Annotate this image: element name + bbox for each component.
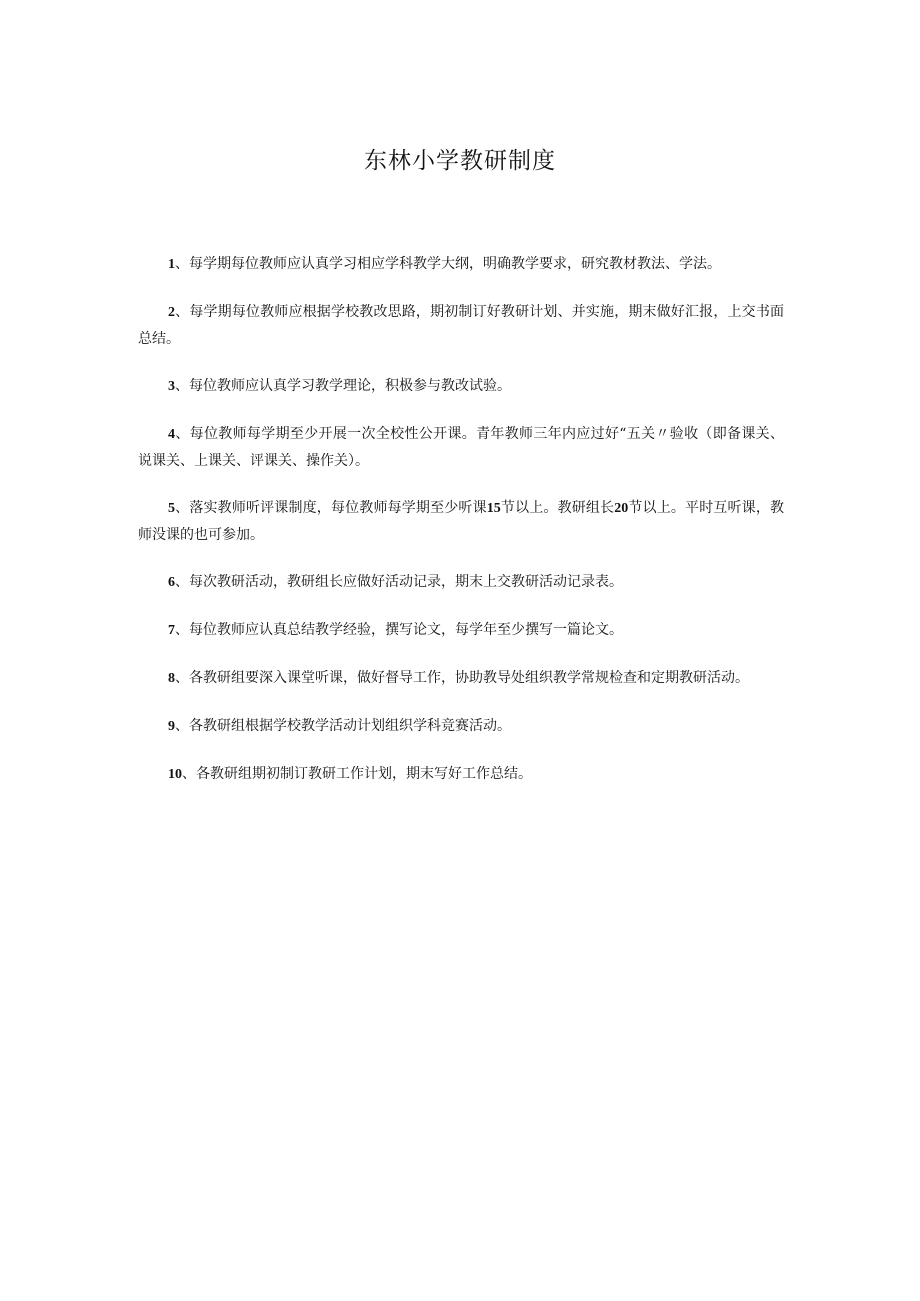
rules-list xyxy=(138,251,784,809)
rule-number: 7 xyxy=(168,623,175,638)
rule-text: 、每学期每位教师应根据学校教改思路，期初制订好教研计划、并实施，期末做好汇报，上交书面总结。 xyxy=(138,304,784,347)
rule-number: 1 xyxy=(168,257,175,272)
listen-count-leader: 20 xyxy=(614,501,629,516)
rule-item-3 xyxy=(138,373,784,400)
rule-item-6 xyxy=(138,569,784,596)
rule-number: 8 xyxy=(168,671,175,686)
rule-text: 、各教研组根据学校教学活动计划组织学科竞赛活动。 xyxy=(175,718,511,734)
rule-text: 、各教研组要深入课堂听课，做好督导工作，协助教导处组织教学常规检查和定期教研活动。 xyxy=(175,670,749,686)
rule-item-10 xyxy=(138,761,784,788)
rule-text: 、每次教研活动，教研组长应做好活动记录，期末上交教研活动记录表。 xyxy=(175,574,623,590)
rule-text: 节以上。平时互听课，教师没课的也可参加。 xyxy=(138,500,785,543)
rule-text: 、各教研组期初制订教研工作计划，期末写好工作总结。 xyxy=(182,766,532,782)
rule-number: 10 xyxy=(168,767,182,782)
rule-text: 节以上。教研组长 xyxy=(500,500,615,516)
rule-number: 5 xyxy=(168,501,175,516)
document-title: 东林小学教研制度 xyxy=(364,148,556,174)
rule-number: 3 xyxy=(168,379,175,394)
rule-number: 9 xyxy=(168,719,175,734)
rule-item-4 xyxy=(138,421,784,474)
rule-text: 、每位教师应认真学习教学理论，积极参与教改试验。 xyxy=(175,378,511,394)
listen-count-teacher: 15 xyxy=(486,501,501,516)
rule-item-8 xyxy=(138,665,784,692)
rule-item-9 xyxy=(138,713,784,740)
rule-text: 、每位教师应认真总结教学经验，撰写论文，每学年至少撰写一篇论文。 xyxy=(175,622,623,638)
rule-item-5 xyxy=(138,495,784,548)
rule-number: 2 xyxy=(168,305,175,320)
rule-text: 、每位教师每学期至少开展一次全校性公开课。青年教师三年内应过好“五关〃验收（即备课关、说课关、上课关、评课关、操作关）。 xyxy=(138,426,784,469)
rule-item-7 xyxy=(138,617,784,644)
rule-text: 、落实教师听评课制度，每位教师每学期至少听课 xyxy=(175,500,487,516)
rule-item-2 xyxy=(138,299,784,352)
rule-number: 6 xyxy=(168,575,175,590)
rule-text: 、每学期每位教师应认真学习相应学科教学大纲，明确教学要求，研究教材教法、学法。 xyxy=(175,256,721,272)
rule-number: 4 xyxy=(168,427,175,442)
rule-item-1 xyxy=(138,251,784,278)
